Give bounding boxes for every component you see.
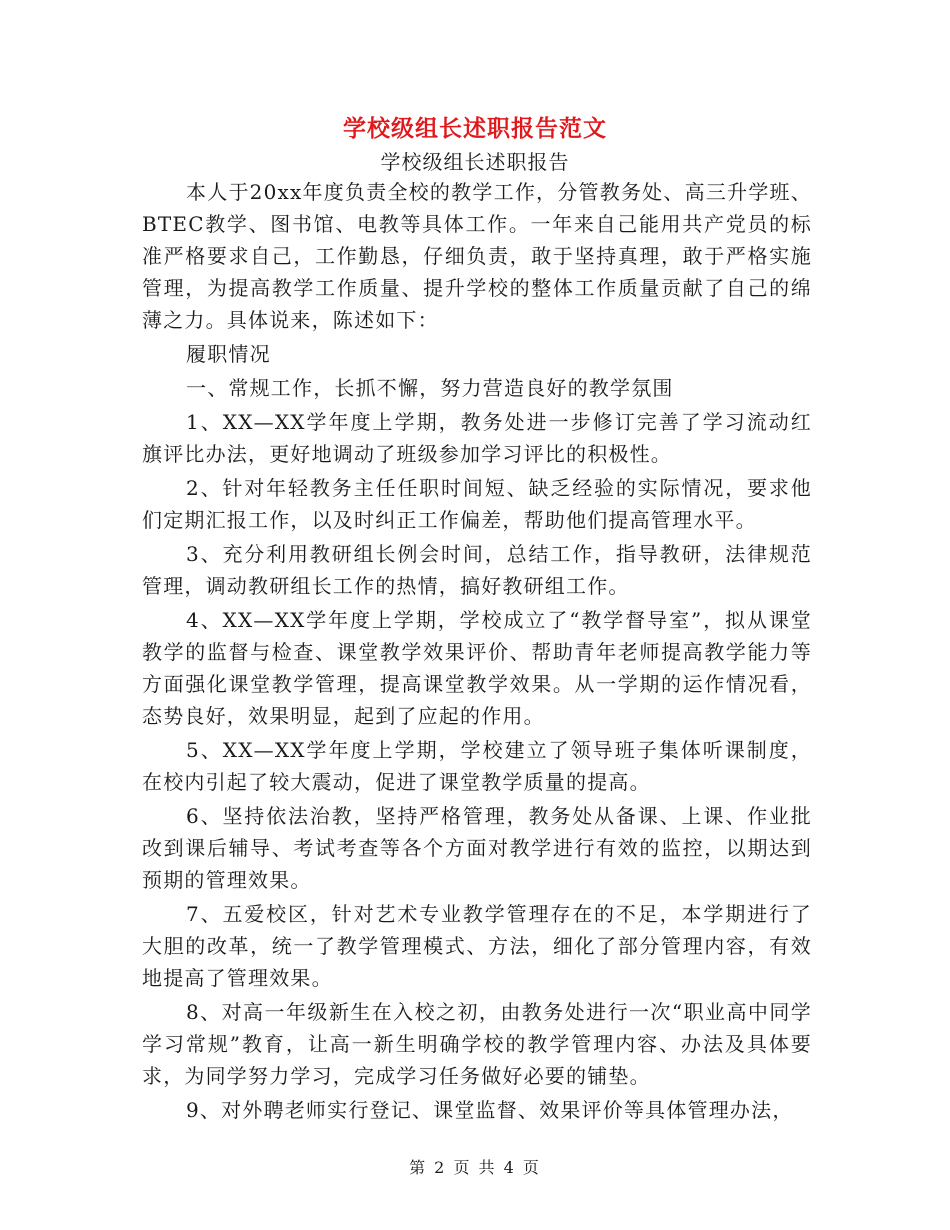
paragraph: 9、对外聘老师实行登记、课堂监督、效果评价等具体管理办法， (186, 1098, 794, 1122)
paragraph: 7、五爱校区，针对艺术专业教学管理存在的不足，本学期进行了大胆的改革，统一了教学管理模式、方法，细化了部分管理内容，有效地提高了管理效果。 (142, 902, 812, 990)
paragraph: 履职情况 (186, 342, 271, 366)
paragraph: 2、针对年轻教务主任任职时间短、缺乏经验的实际情况，要求他们定期汇报工作，以及时纠正工作偏差，帮助他们提高管理水平。 (142, 476, 812, 532)
paragraph: 6、坚持依法治教，坚持严格管理，教务处从备课、上课、作业批改到课后辅导、考试考查等各个方面对教学进行有效的监控，以期达到预期的管理效果。 (142, 804, 812, 892)
page-number-footer: 第 2 页 共 4 页 (409, 1158, 541, 1177)
document-title: 学校级组长述职报告范文 (343, 115, 607, 142)
document-subtitle: 学校级组长述职报告 (380, 150, 570, 174)
paragraph: 一、常规工作，长抓不懈，努力营造良好的教学氛围 (186, 376, 674, 400)
paragraph: 本人于20xx年度负责全校的教学工作，分管教务处、高三升学班、BTEC教学、图书馆、电教等具体工作。一年来自己能用共产党员的标准严格要求自己，工作勤恳，仔细负责，敢于坚持真理，敢于严格实施管理，为提高教学工作质量、提升学校的整体工作质量贡献了自己的绵薄之力。具体说来，陈述如下： (142, 180, 812, 332)
paragraph: 3、充分利用教研组长例会时间，总结工作，指导教研，法律规范管理，调动教研组长工作的热情，搞好教研组工作。 (142, 542, 812, 598)
paragraph: 8、对高一年级新生在入校之初，由教务处进行一次“职业高中同学学习常规”教育，让高一新生明确学校的教学管理内容、办法及具体要求，为同学努力学习，完成学习任务做好必要的铺垫。 (142, 1000, 812, 1088)
paragraph: 5、XX—XX学年度上学期，学校建立了领导班子集体听课制度，在校内引起了较大震动，促进了课堂教学质量的提高。 (142, 738, 812, 794)
document-body (142, 176, 812, 1128)
paragraph: 1、XX—XX学年度上学期，教务处进一步修订完善了学习流动红旗评比办法，更好地调动了班级参加学习评比的积极性。 (142, 410, 812, 466)
paragraph: 4、XX—XX学年度上学期，学校成立了“教学督导室”，拟从课堂教学的监督与检查、课堂教学效果评价、帮助青年老师提高教学能力等方面强化课堂教学管理，提高课堂教学效果。从一学期的运作情况看，态势良好，效果明显，起到了应起的作用。 (142, 608, 812, 728)
